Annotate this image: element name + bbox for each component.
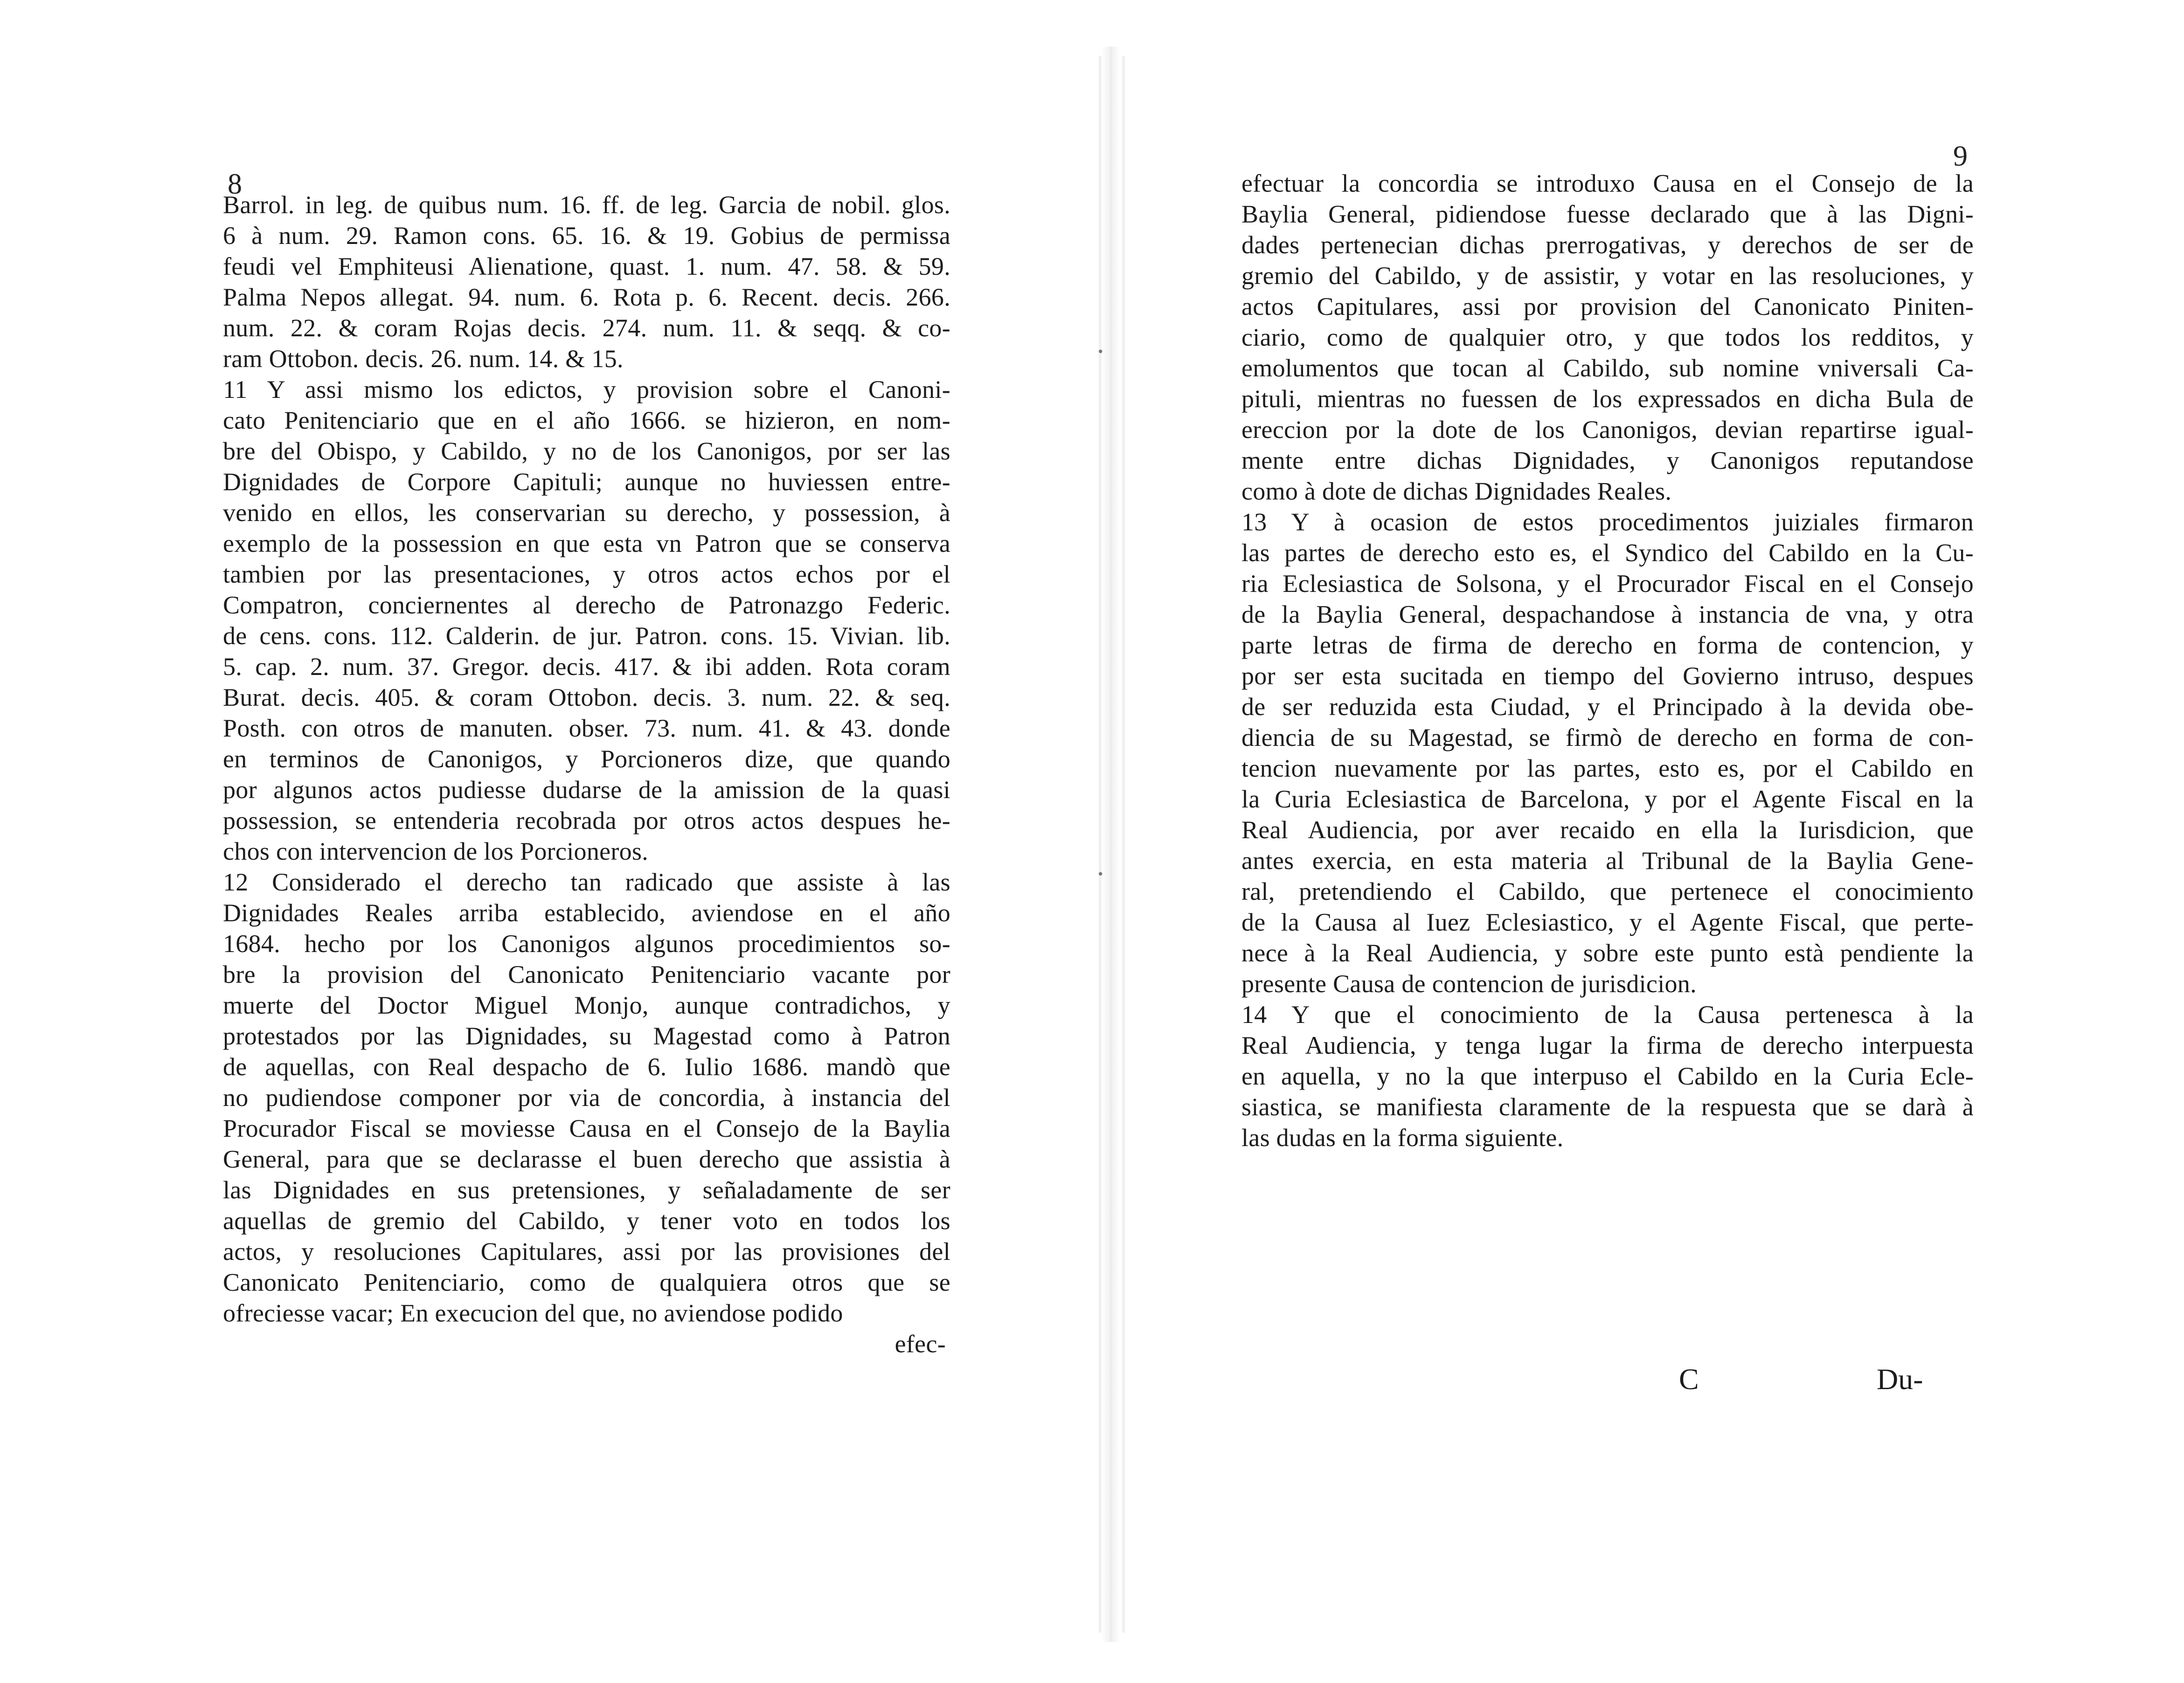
text-line: de cens. cons. 112. Calderin. de jur. Patron. cons. 15. Vivian. lib. (223, 622, 950, 650)
text-line: Procurador Fiscal se moviesse Causa en el Consejo de la Baylia (223, 1114, 950, 1142)
text-line: ofreciesse vacar; En execucion del que, no aviendose podido (223, 1299, 843, 1327)
text-line: ral, pretendiendo el Cabildo, que pertenece el conocimiento (1241, 877, 1974, 905)
text-line: las Dignidades en sus pretensiones, y señaladamente de ser (223, 1176, 950, 1204)
text-line: ciario, como de qualquier otro, y que todos los redditos, y (1241, 323, 1974, 351)
text-line: cato Penitenciario que en el año 1666. se hizieron, en nom- (223, 406, 950, 434)
text-line: 1684. hecho por los Canonigos algunos procedimientos so- (223, 930, 950, 958)
text-line: ereccion por la dote de los Canonigos, devian repartirse igual- (1241, 416, 1974, 444)
signature-mark: C (1679, 1363, 1699, 1396)
text-line: actos, y resoluciones Capitulares, assi por las provisiones del (223, 1238, 950, 1266)
text-line: antes exercia, en esta materia al Tribunal de la Baylia Gene- (1241, 847, 1974, 875)
text-line: Canonicato Penitenciario, como de qualquiera otros que se (223, 1268, 950, 1296)
text-line: 6 à num. 29. Ramon cons. 65. 16. & 19. Gobius de permissa (223, 222, 950, 250)
text-line: feudi vel Emphiteusi Alienatione, quast. 1. num. 47. 58. & 59. (223, 252, 950, 280)
text-line: diencia de su Magestad, se firmò de derecho en forma de con- (1241, 723, 1974, 751)
text-line: de aquellas, con Real despacho de 6. Iulio 1686. mandò que (223, 1053, 950, 1081)
right-page-edge (1122, 56, 1125, 1633)
text-line: pituli, mientras no fuessen de los expressados en dicha Bula de (1241, 385, 1974, 413)
text-line: possession, se entenderia recobrada por otros actos despues he- (223, 807, 950, 835)
text-line: tambien por las presentaciones, y otros actos echos por el (223, 560, 950, 588)
right-page-text (1241, 168, 1974, 1153)
text-line: chos con intervencion de los Porcioneros. (223, 837, 649, 865)
text-line: Barrol. in leg. de quibus num. 16. ff. de leg. Garcia de nobil. glos. (223, 191, 950, 219)
text-line: las dudas en la forma siguiente. (1241, 1124, 1564, 1152)
text-line: las partes de derecho esto es, el Syndico del Cabildo en la Cu- (1241, 539, 1974, 567)
text-line: mente entre dichas Dignidades, y Canonigos reputandose (1241, 446, 1974, 474)
text-line: nece à la Real Audiencia, y sobre este punto està pendiente la (1241, 939, 1974, 967)
text-line: bre del Obispo, y Cabildo, y no de los Canonigos, por ser las (223, 437, 950, 465)
text-line: dades pertenecian dichas prerrogativas, y derechos de ser de (1241, 231, 1974, 259)
text-line: bre la provision del Canonicato Penitenciario vacante por (223, 960, 950, 988)
text-line: parte letras de firma de derecho en forma de contencion, y (1241, 631, 1974, 659)
text-line: en terminos de Canonigos, y Porcioneros dize, que quando (223, 745, 950, 773)
margin-mark: • (1097, 868, 1104, 882)
text-line: por algunos actos pudiesse dudarse de la amission de la quasi (223, 776, 950, 804)
text-line: tencion nuevamente por las partes, esto es, por el Cabildo en (1241, 754, 1974, 782)
left-page-text (223, 168, 950, 1359)
text-line: 5. cap. 2. num. 37. Gregor. decis. 417. & ibi adden. Rota coram (223, 653, 950, 681)
text-line: Burat. decis. 405. & coram Ottobon. decis. 3. num. 22. & seq. (223, 683, 950, 711)
text-line: aquellas de gremio del Cabildo, y tener voto en todos los (223, 1207, 950, 1235)
text-line: en aquella, y no la que interpuso el Cabildo en la Curia Ecle- (1241, 1062, 1974, 1090)
book-gutter (1102, 47, 1120, 1642)
text-line: gremio del Cabildo, y de assistir, y votar en las resoluciones, y (1241, 262, 1974, 290)
text-line: General, para que se declarasse el buen derecho que assistia à (223, 1145, 950, 1173)
text-line: Dignidades Reales arriba establecido, aviendose en el año (223, 899, 950, 927)
text-line: ria Eclesiastica de Solsona, y el Procurador Fiscal en el Consejo (1241, 570, 1974, 598)
left-page-number: 8 (228, 168, 242, 200)
text-line: no pudiendose componer por via de concordia, à instancia del (223, 1084, 950, 1112)
text-line: emolumentos que tocan al Cabildo, sub nomine vniversali Ca- (1241, 354, 1974, 382)
text-line: efectuar la concordia se introduxo Causa en el Consejo de la (1241, 169, 1974, 197)
text-line: la Curia Eclesiastica de Barcelona, y por el Agente Fiscal en la (1241, 785, 1974, 813)
text-line: Real Audiencia, y tenga lugar la firma de derecho interpuesta (1241, 1031, 1974, 1059)
text-line: 14 Y que el conocimiento de la Causa pertenesca à la (1241, 1001, 1974, 1029)
text-line: 13 Y à ocasion de estos procedimentos juiziales firmaron (1241, 508, 1974, 536)
text-line: muerte del Doctor Miguel Monjo, aunque contradichos, y (223, 991, 950, 1019)
margin-mark: • (1097, 345, 1104, 359)
text-line: exemplo de la possession en que esta vn Patron que se conserva (223, 529, 950, 557)
text-line: Posth. con otros de manuten. obser. 73. num. 41. & 43. donde (223, 714, 950, 742)
text-line: 12 Considerado el derecho tan radicado que assiste à las (223, 868, 950, 896)
text-line: siastica, se manifiesta claramente de la respuesta que se darà à (1241, 1093, 1974, 1121)
text-line: protestados por las Dignidades, su Magestad como à Patron (223, 1022, 950, 1050)
text-line: Real Audiencia, por aver recaido en ella la Iurisdicion, que (1241, 816, 1974, 844)
text-line: ram Ottobon. decis. 26. num. 14. & 15. (223, 345, 624, 373)
text-line: de la Causa al Iuez Eclesiastico, y el Agente Fiscal, que perte- (1241, 908, 1974, 936)
text-line: Compatron, conciernentes al derecho de Patronazgo Federic. (223, 591, 950, 619)
text-line: actos Capitulares, assi por provision del Canonicato Piniten- (1241, 292, 1974, 320)
catchword: efec- (894, 1330, 946, 1358)
text-line: presente Causa de contencion de jurisdicion. (1241, 970, 1697, 998)
text-line: Dignidades de Corpore Capituli; aunque no huviessen entre- (223, 468, 950, 496)
text-line: Palma Nepos allegat. 94. num. 6. Rota p. 6. Recent. decis. 266. (223, 283, 950, 311)
text-line: num. 22. & coram Rojas decis. 274. num. 11. & seqq. & co- (223, 314, 950, 342)
text-line: venido en ellos, les conservarian su derecho, y possession, à (223, 499, 950, 527)
text-line: Baylia General, pidiendose fuesse declarado que à las Digni- (1241, 200, 1974, 228)
text-line: 11 Y assi mismo los edictos, y provision sobre el Canoni- (223, 376, 950, 403)
right-page-number: 9 (1953, 140, 1968, 172)
right-catchword: Du- (1877, 1363, 1923, 1396)
text-line: como à dote de dichas Dignidades Reales. (1241, 477, 1672, 505)
text-line: por ser esta sucitada en tiempo del Govierno intruso, despues (1241, 662, 1974, 690)
text-line: de la Baylia General, despachandose à instancia de vna, y otra (1241, 600, 1974, 628)
text-line: de ser reduzida esta Ciudad, y el Principado à la devida obe- (1241, 693, 1974, 721)
